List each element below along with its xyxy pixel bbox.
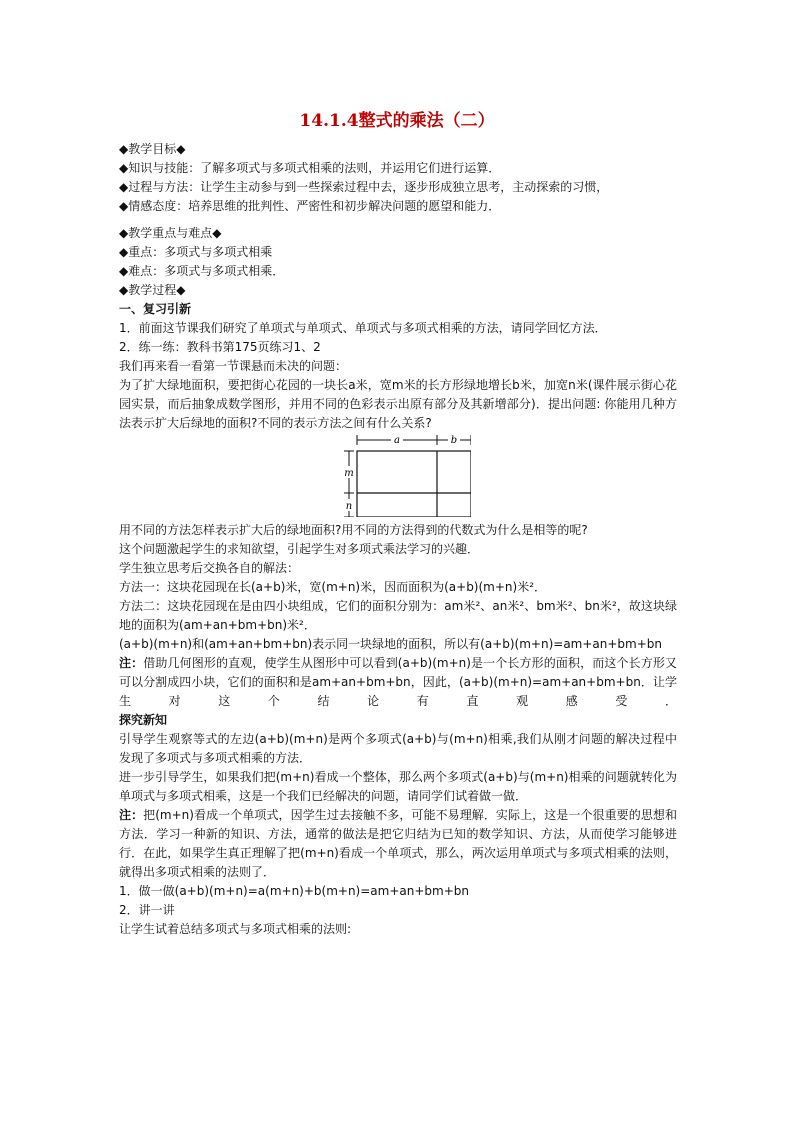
page-title: 14.1.4整式的乘法（二） — [299, 111, 495, 131]
goal-attitude: ◆情感态度：培养思维的批判性、严密性和初步解决问题的愿望和能力． — [119, 199, 501, 213]
paragraph-explain: 2．讲一讲 — [119, 903, 175, 917]
process-heading: ◆教学过程◆ — [119, 283, 186, 297]
note-label: 注： — [119, 808, 144, 822]
paragraph-solutions: 学生独立思考后交换各自的解法： — [119, 561, 300, 575]
section-review-heading: 一、复习引新 — [119, 302, 192, 316]
label-b: b — [450, 435, 458, 446]
label-m: m — [344, 468, 354, 479]
paragraph-revisit: 我们再来看一看第一节课悬而未决的问题： — [119, 359, 348, 373]
paragraph-equality: (a+b)(m+n)和(am+an+bm+bn)表示同一块绿地的面积，所以有(a+b)(m+n)=am+an+bm+bn — [119, 637, 663, 651]
key-point: ◆重点：多项式与多项式相乘 — [119, 245, 273, 259]
paragraph-method-one: 方法一：这块花园现在长(a+b)米，宽(m+n)米，因而面积为(a+b)(m+n)米²． — [119, 580, 547, 594]
paragraph-guide: 进一步引导学生，如果我们把(m+n)看成一个整体，那么两个多项式(a+b)与(m+n)相乘的问题就转化为单项式与多项式相乘，这是一个我们已经解决的问题，请同学们试着做一做． — [119, 770, 677, 803]
paragraph-interest: 这个问题激起学生的求知欲望，引起学生对多项式乘法学习的兴趣． — [119, 542, 480, 556]
paragraph-review: 1．前面这节课我们研究了单项式与单项式、单项式与多项式相乘的方法，请同学回忆方法． — [119, 321, 607, 335]
section-explore-heading: 探究新知 — [119, 713, 168, 727]
label-n: n — [345, 501, 353, 512]
key-points-heading: ◆教学重点与难点◆ — [119, 226, 222, 240]
note-text: 借助几何图形的直观，使学生从图形中可以看到(a+b)(m+n)是一个长方形的面积，而这个长方形又可以分割成四小块，它们的面积和是am+an+bm+bn，因此，(a+b)(m+n)=am+an+bm+bn．让学生对这个结论有直观感受． — [119, 656, 677, 708]
goals-heading: ◆教学目标◆ — [119, 142, 186, 156]
goal-process: ◆过程与方法：让学生主动参与到一些探索过程中去，逐步形成独立思考，主动探索的习惯， — [119, 180, 609, 194]
note-text: 把(m+n)看成一个单项式，因学生过去接触不多，可能不易理解．实际上，这是一个很重要的思想和方法．学习一种新的知识、方法，通常的做法是把它归结为已知的数学知识、方法，从而使学习能够进行．在此，如果学生真正理解了把(m+n)看成一个单项式，那么，两次运用单项式与多项式相乘的法则，就得出多项式相乘的法则了． — [119, 808, 677, 879]
area-diagram — [341, 433, 471, 517]
rectangle-figure — [119, 433, 677, 521]
note-label: 注： — [119, 656, 144, 670]
paragraph-method-two: 方法二：这块花园现在是由四小块组成，它们的面积分别为：am米²、an米²、bm米²、bn米²，故这块绿地的面积为(am+an+bm+bn)米²． — [119, 599, 677, 632]
note-method — [119, 806, 677, 882]
note-geometry — [119, 654, 677, 711]
difficult-point: ◆难点：多项式与多项式相乘． — [119, 264, 285, 278]
paragraph-observe: 引导学生观察等式的左边(a+b)(m+n)是两个多项式(a+b)与(m+n)相乘,我们从刚才问题的解决过程中发现了多项式与多项式相乘的方法． — [119, 732, 677, 765]
label-a: a — [394, 435, 400, 446]
paragraph-question: 用不同的方法怎样表示扩大后的绿地面积?用不同的方法得到的代数式为什么是相等的呢? — [119, 523, 588, 537]
paragraph-problem: 为了扩大绿地面积，要把街心花园的一块长a米，宽m米的长方形绿地增长b米，加宽n米(课件展示街心花园实景，而后抽象成数学图形，并用不同的色彩表示出原有部分及其新增部分)．提出问题: 你能用几种方法表示扩大后绿地的面积?不同的表示方法之间有什么关系? — [119, 378, 677, 430]
paragraph-practice: 2．练一练：教科书第175页练习1、2 — [119, 340, 321, 354]
goal-knowledge: ◆知识与技能：了解多项式与多项式相乘的法则，并运用它们进行运算． — [119, 161, 501, 175]
document-body — [119, 140, 677, 939]
paragraph-summarize: 让学生试着总结多项式与多项式相乘的法则: — [119, 922, 352, 936]
paragraph-do-it: 1．做一做(a+b)(m+n)=a(m+n)+b(m+n)=am+an+bm+bn — [119, 884, 469, 898]
